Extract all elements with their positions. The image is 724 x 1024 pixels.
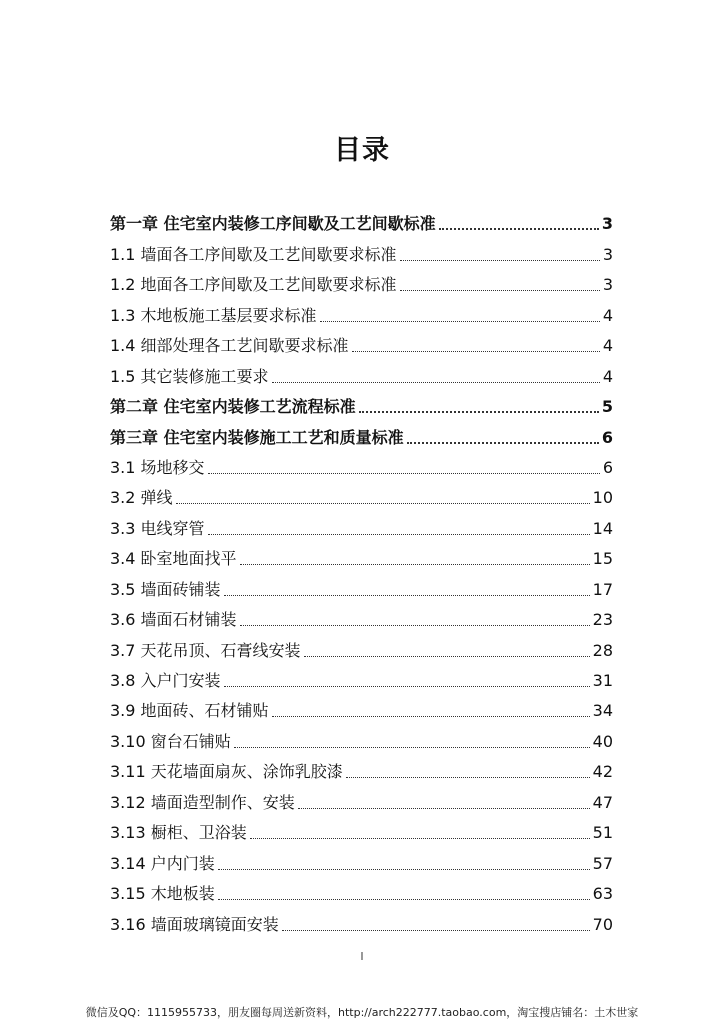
- toc-entry-page: 6: [601, 427, 613, 447]
- dot-leader: [250, 838, 590, 839]
- toc-entry-page: 17: [592, 579, 613, 599]
- toc-entry-page: 4: [602, 336, 613, 356]
- toc-entry-label: 3.1 场地移交: [110, 457, 205, 477]
- toc-entry-label: 3.5 墙面砖铺装: [110, 579, 221, 599]
- toc-entry-label: 3.12 墙面造型制作、安装: [110, 792, 295, 812]
- toc-entry-label: 3.9 地面砖、石材铺贴: [110, 701, 269, 721]
- toc-entry-label: 1.2 地面各工序间歇及工艺间歇要求标准: [110, 275, 397, 295]
- toc-entry-page: 10: [592, 488, 613, 508]
- toc-entry-page: 23: [592, 610, 613, 630]
- toc-entry-label: 1.3 木地板施工基层要求标准: [110, 305, 317, 325]
- dot-leader: [218, 899, 590, 900]
- toc-entry-label: 第二章 住宅室内装修工艺流程标准: [110, 397, 356, 417]
- toc-entry-page: 63: [592, 884, 613, 904]
- toc-entry-page: 6: [602, 457, 613, 477]
- toc-entry-page: 57: [592, 853, 613, 873]
- toc-entry-page: 40: [592, 731, 613, 751]
- toc-section-entry[interactable]: [110, 295, 613, 325]
- toc-section-entry[interactable]: [110, 265, 613, 295]
- toc-entry-page: 28: [592, 640, 613, 660]
- toc-section-entry[interactable]: [110, 630, 613, 660]
- dot-leader: [272, 382, 600, 383]
- toc-chapter-entry[interactable]: [110, 204, 613, 234]
- dot-leader: [272, 716, 590, 717]
- dot-leader: [176, 503, 590, 504]
- page-number: I: [360, 950, 364, 963]
- footer-note: 微信及QQ：1115955733，朋友圈每周送新资料，http://arch222777.taobao.com，淘宝搜店铺名：土木世家: [85, 1006, 639, 1019]
- toc-entry-page: 3: [602, 275, 613, 295]
- toc-entry-page: 51: [592, 823, 613, 843]
- toc-entry-page: 5: [601, 397, 613, 417]
- toc-entry-label: 3.15 木地板装: [110, 884, 215, 904]
- toc-entry-label: 3.10 窗台石铺贴: [110, 731, 231, 751]
- toc-entry-label: 1.5 其它装修施工要求: [110, 366, 269, 386]
- toc-entry-page: 15: [592, 549, 613, 569]
- toc-entry-label: 3.8 入户门安装: [110, 671, 221, 690]
- toc-section-entry[interactable]: [110, 721, 613, 751]
- toc-entry-label: 3.7 天花吊顶、石膏线安装: [110, 640, 301, 660]
- toc-section-entry[interactable]: [110, 326, 613, 356]
- dot-leader: [439, 228, 599, 230]
- dot-leader: [218, 869, 590, 870]
- toc-section-entry[interactable]: [110, 752, 613, 782]
- toc-section-entry[interactable]: [110, 661, 613, 691]
- toc-entry-label: 3.4 卧室地面找平: [110, 549, 237, 569]
- dot-leader: [224, 595, 590, 596]
- toc-section-entry[interactable]: [110, 448, 613, 478]
- page-title: 目录: [334, 135, 390, 166]
- toc-section-entry[interactable]: [110, 569, 613, 599]
- toc-chapter-entry[interactable]: [110, 417, 613, 447]
- toc-section-entry[interactable]: [110, 234, 613, 264]
- toc-entry-page: 3: [601, 214, 613, 234]
- toc-chapter-entry[interactable]: [110, 387, 613, 417]
- dot-leader: [234, 747, 590, 748]
- toc-entry-page: 47: [592, 792, 613, 812]
- toc-entry-page: 3: [602, 244, 613, 264]
- toc-section-entry[interactable]: [110, 600, 613, 630]
- toc-entry-page: 42: [592, 762, 613, 782]
- dot-leader: [282, 930, 590, 931]
- toc-entry-label: 第一章 住宅室内装修工序间歇及工艺间歇标准: [110, 214, 436, 234]
- toc-entry-label: 3.16 墙面玻璃镜面安装: [110, 914, 279, 934]
- toc-entry-label: 3.3 电线穿管: [110, 518, 205, 538]
- toc-section-entry[interactable]: [110, 904, 613, 934]
- dot-leader: [359, 411, 599, 413]
- dot-leader: [400, 290, 600, 291]
- toc-entry-label: 3.13 橱柜、卫浴装: [110, 823, 247, 843]
- table-of-contents: [110, 204, 613, 935]
- toc-section-entry[interactable]: [110, 478, 613, 508]
- toc-entry-page: 4: [602, 305, 613, 325]
- toc-entry-label: 3.11 天花墙面扇灰、涂饰乳胶漆: [110, 762, 343, 782]
- toc-entry-label: 1.4 细部处理各工艺间歇要求标准: [110, 336, 349, 356]
- toc-section-entry[interactable]: [110, 874, 613, 904]
- dot-leader: [320, 321, 600, 322]
- toc-entry-label: 第三章 住宅室内装修施工工艺和质量标准: [110, 427, 404, 447]
- dot-leader: [240, 625, 590, 626]
- toc-entry-label: 3.14 户内门装: [110, 853, 215, 873]
- toc-section-entry[interactable]: [110, 539, 613, 569]
- dot-leader: [407, 442, 599, 444]
- toc-entry-page: 34: [592, 701, 613, 721]
- toc-entry-page: 4: [602, 366, 613, 386]
- toc-section-entry[interactable]: [110, 782, 613, 812]
- dot-leader: [208, 473, 600, 474]
- toc-entry-page: 31: [592, 671, 613, 690]
- dot-leader: [346, 777, 590, 778]
- dot-leader: [240, 564, 590, 565]
- toc-section-entry[interactable]: [110, 813, 613, 843]
- toc-entry-label: 3.2 弹线: [110, 488, 173, 508]
- dot-leader: [400, 260, 600, 261]
- toc-entry-label: 3.6 墙面石材铺装: [110, 610, 237, 630]
- dot-leader: [352, 351, 600, 352]
- toc-entry-label: 1.1 墙面各工序间歇及工艺间歇要求标准: [110, 244, 397, 264]
- dot-leader: [208, 534, 590, 535]
- dot-leader: [298, 808, 590, 809]
- toc-entry-page: 70: [592, 914, 613, 934]
- toc-section-entry[interactable]: [110, 508, 613, 538]
- dot-leader: [304, 656, 590, 657]
- toc-section-entry[interactable]: [110, 356, 613, 386]
- toc-section-entry[interactable]: [110, 691, 613, 721]
- toc-section-entry[interactable]: [110, 843, 613, 873]
- dot-leader: [224, 686, 590, 687]
- toc-entry-page: 14: [592, 518, 613, 538]
